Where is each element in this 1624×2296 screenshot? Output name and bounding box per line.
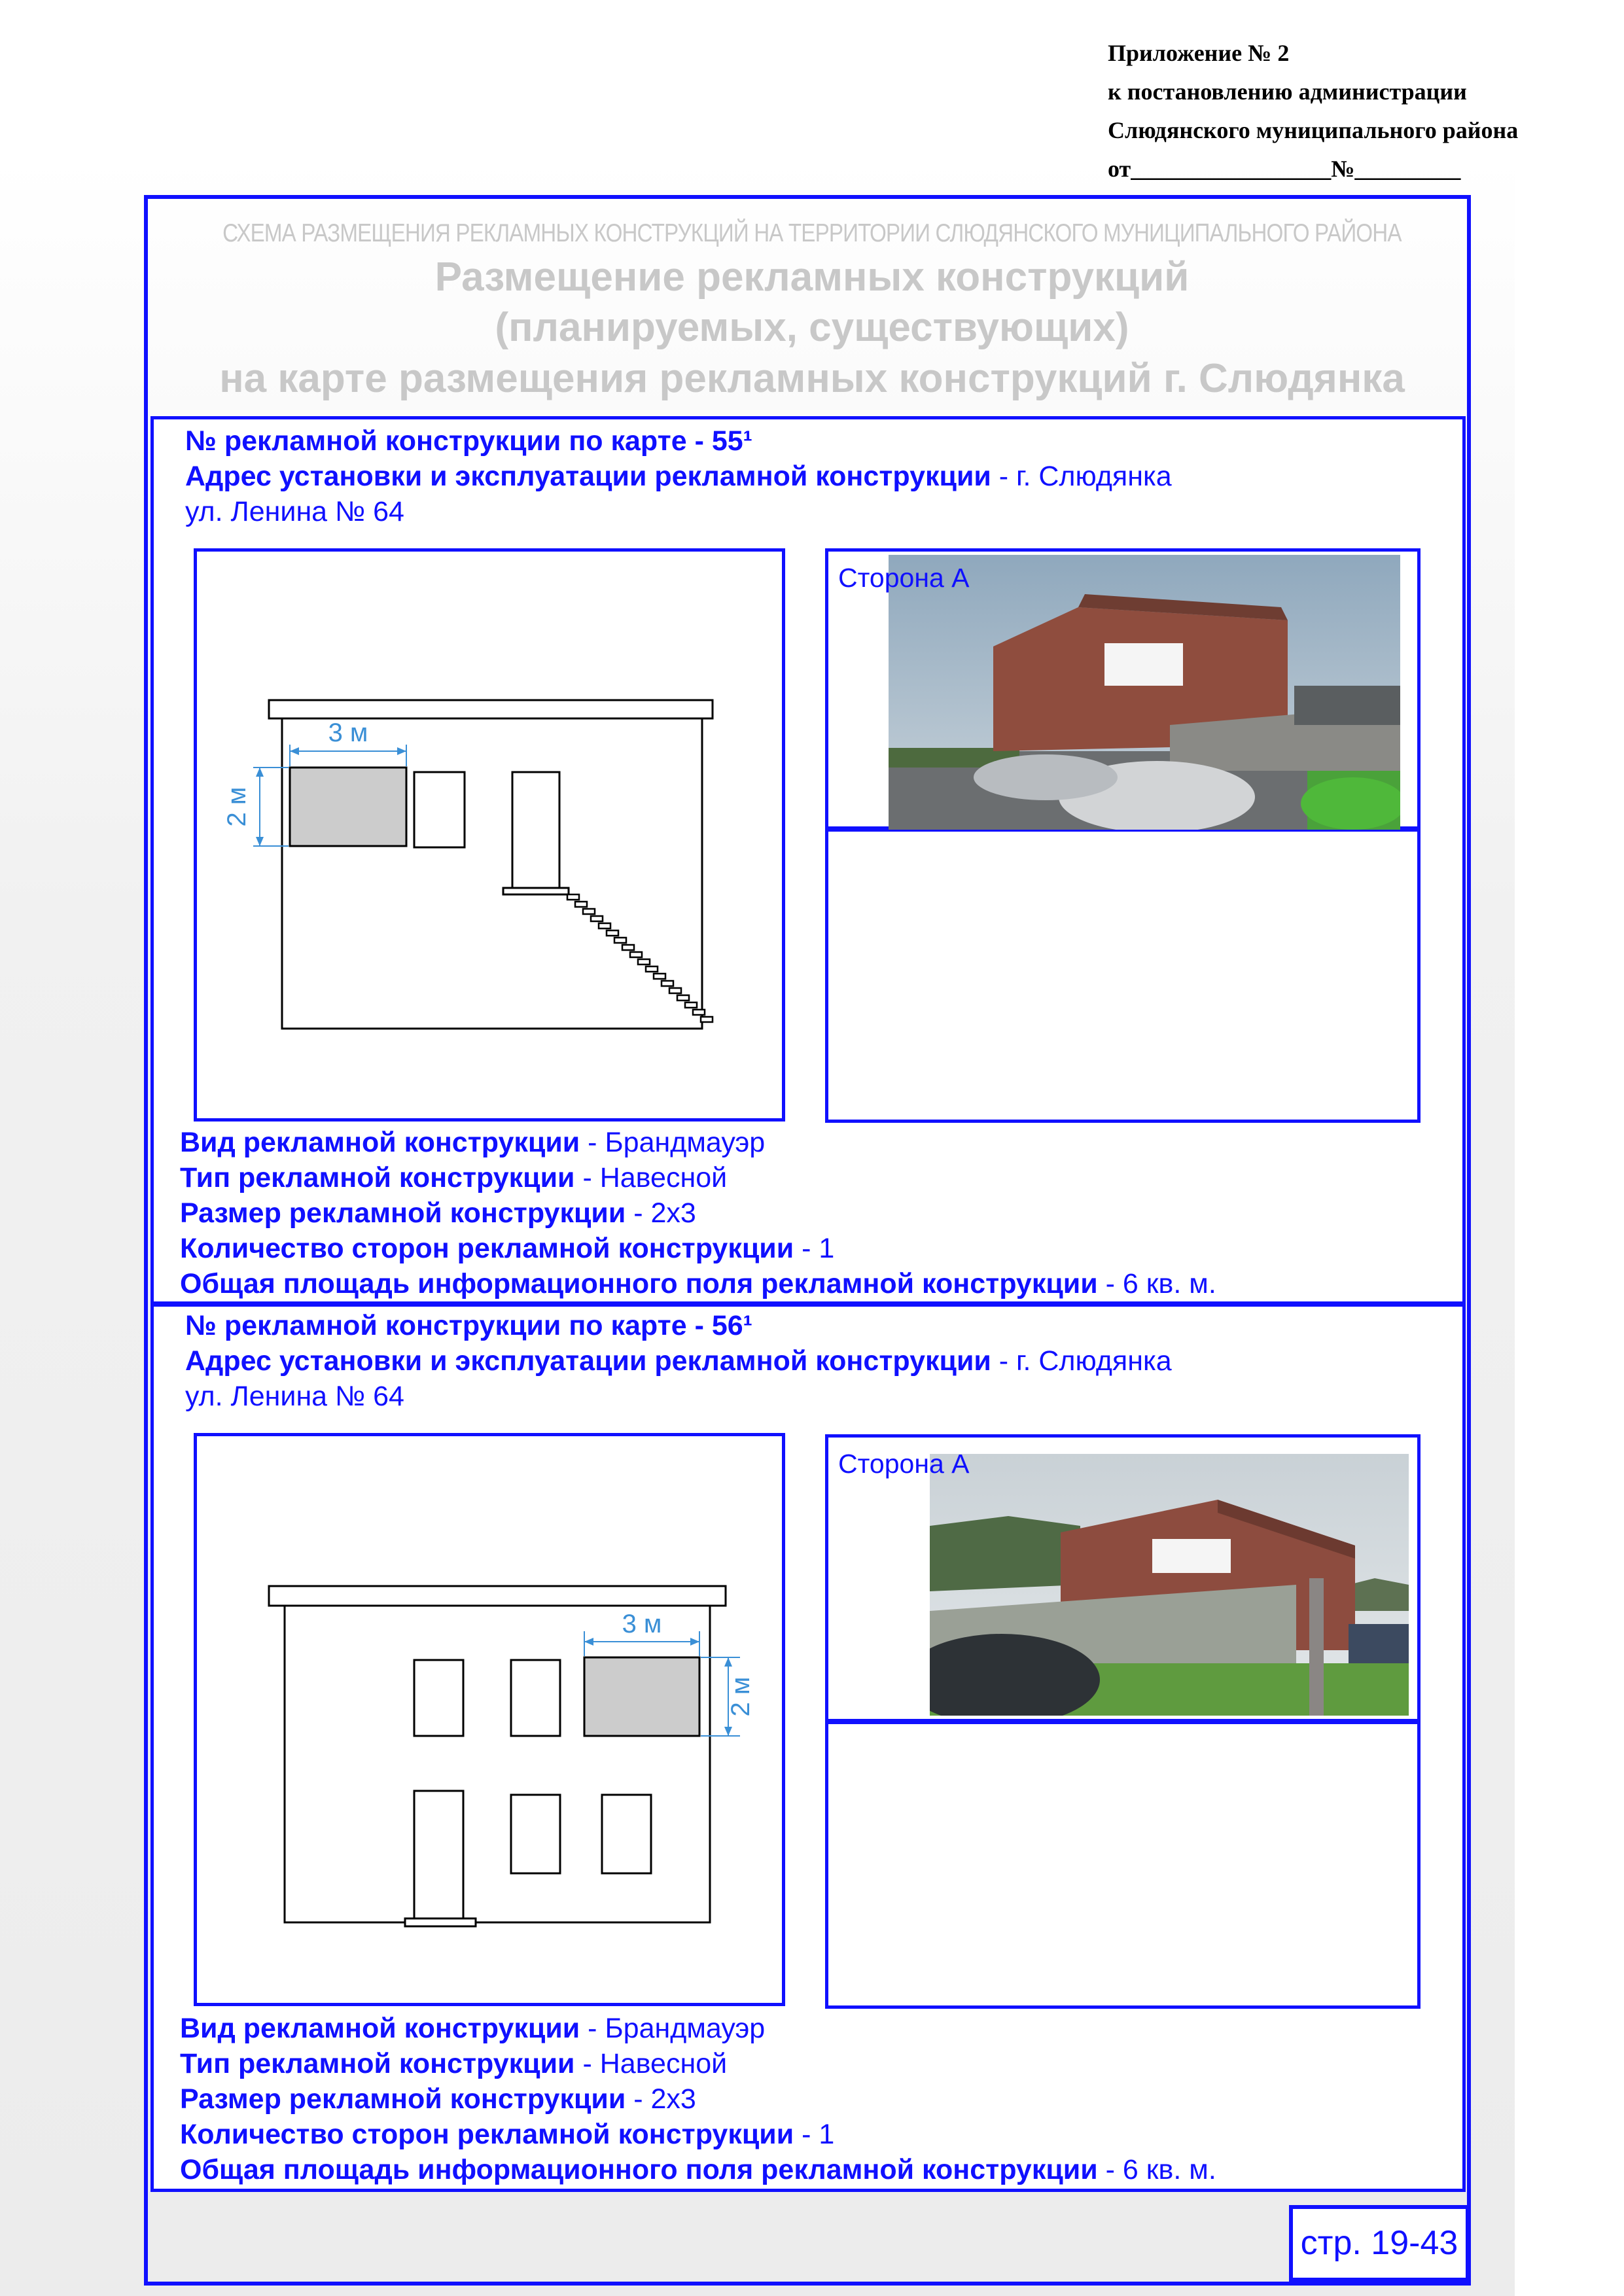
sides-value: - 1 [802, 2119, 835, 2150]
height-dimension: 2 м [222, 786, 251, 827]
empty-photo-box [825, 828, 1421, 1123]
height-dimension: 2 м [726, 1676, 755, 1717]
type-value: - Навесной [582, 1162, 728, 1193]
address-line [185, 1345, 1172, 1377]
appendix-line-3: Слюдянского муниципального района [1108, 117, 1519, 143]
kind-label: Вид рекламной конструкции [180, 1127, 580, 1158]
facade-drawing [197, 1436, 782, 2003]
size-value: - 2х3 [633, 1197, 696, 1229]
main-subtitle: (планируемых, существующих) [495, 305, 1129, 350]
kind-line [180, 1127, 765, 1159]
size-line [180, 1197, 696, 1229]
area-line [180, 2154, 1216, 2186]
billboard [290, 768, 406, 846]
size-label: Размер рекламной конструкции [180, 2083, 626, 2115]
area-value: - 6 кв. м. [1105, 2154, 1216, 2185]
type-line [180, 2048, 727, 2080]
kind-value: - Брандмауэр [588, 1127, 766, 1158]
address-line [185, 461, 1172, 493]
size-label: Размер рекламной конструкции [180, 1197, 626, 1229]
type-line [180, 1162, 727, 1194]
page-number: стр. 19-43 [1289, 2205, 1470, 2282]
sides-line [180, 1233, 834, 1265]
street-line: ул. Ленина № 64 [185, 1381, 404, 1412]
side-a-label: Сторона А [838, 563, 970, 593]
address-value: - г. Слюдянка [998, 461, 1172, 492]
sides-label: Количество сторон рекламной конструкции [180, 2119, 794, 2150]
kind-line [180, 2013, 765, 2045]
main-title: Размещение рекламных конструкций [434, 255, 1190, 300]
area-label: Общая площадь информационного поля рекламной конструкции [180, 2154, 1098, 2185]
sides-value: - 1 [802, 1233, 835, 1264]
appendix-line-4: от_________________№_________ [1108, 156, 1461, 182]
empty-photo-box [825, 1721, 1421, 2009]
sides-label: Количество сторон рекламной конструкции [180, 1233, 794, 1264]
number-value: - 56¹ [694, 1310, 752, 1341]
structure-number-line [185, 1310, 752, 1342]
area-value: - 6 кв. м. [1105, 1268, 1216, 1299]
site-photo [889, 555, 1400, 830]
address-value: - г. Слюдянка [998, 1345, 1172, 1377]
address-label: Адрес установки и эксплуатации рекламной конструкции [185, 461, 991, 492]
appendix-line-2: к постановлению администрации [1108, 79, 1467, 105]
number-label: № рекламной конструкции по карте [185, 1310, 687, 1341]
type-label: Тип рекламной конструкции [180, 1162, 575, 1193]
billboard [584, 1657, 699, 1736]
street-line: ул. Ленина № 64 [185, 496, 404, 527]
facade-drawing-box [194, 548, 785, 1122]
number-value: - 55¹ [694, 425, 752, 457]
facade-drawing [197, 552, 782, 1118]
size-value: - 2х3 [633, 2083, 696, 2115]
type-value: - Навесной [582, 2048, 728, 2079]
address-label: Адрес установки и эксплуатации рекламной конструкции [185, 1345, 991, 1377]
structure-number-line [185, 425, 752, 457]
sides-line [180, 2119, 834, 2151]
width-dimension: 3 м [328, 718, 368, 747]
area-label: Общая площадь информационного поля рекламной конструкции [180, 1268, 1098, 1299]
type-label: Тип рекламной конструкции [180, 2048, 575, 2079]
map-title: на карте размещения рекламных конструкций г. Слюдянка [219, 356, 1405, 401]
appendix-line-1: Приложение № 2 [1108, 40, 1290, 66]
kind-label: Вид рекламной конструкции [180, 2013, 580, 2044]
size-line [180, 2083, 696, 2115]
kind-value: - Брандмауэр [588, 2013, 766, 2044]
scheme-title: СХЕМА РАЗМЕЩЕНИЯ РЕКЛАМНЫХ КОНСТРУКЦИЙ НА ТЕРРИТОРИИ СЛЮДЯНСКОГО МУНИЦИПАЛЬНОГО РАЙОНА [222, 219, 1402, 247]
number-label: № рекламной конструкции по карте [185, 425, 687, 457]
side-a-label: Сторона А [838, 1449, 970, 1479]
area-line [180, 1268, 1216, 1300]
facade-drawing-box [194, 1433, 785, 2006]
site-photo [930, 1454, 1409, 1716]
appendix-block [1108, 34, 1618, 188]
width-dimension: 3 м [622, 1610, 662, 1638]
